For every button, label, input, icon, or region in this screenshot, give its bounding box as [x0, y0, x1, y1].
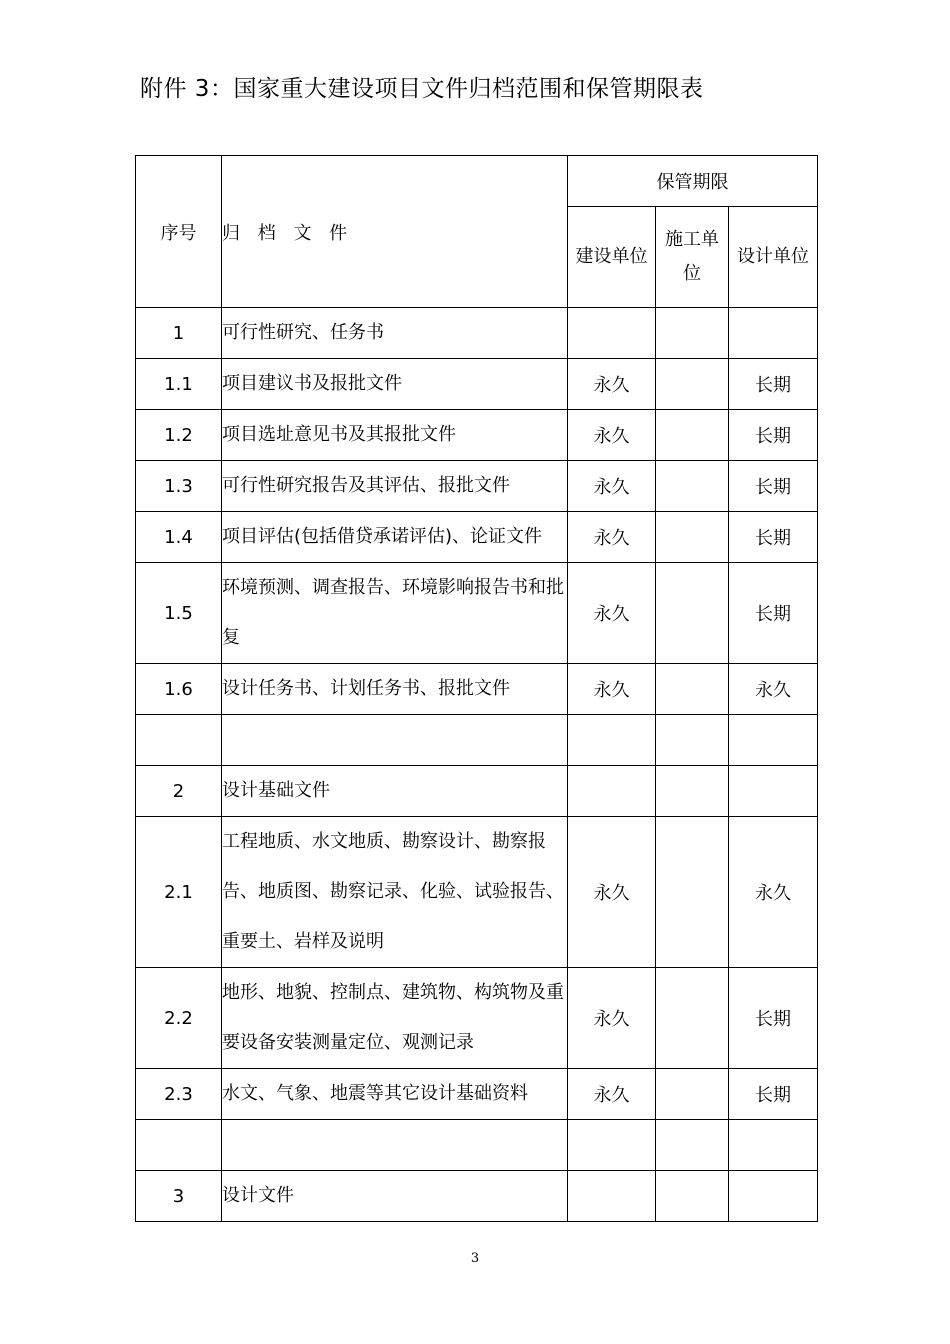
row-number: 2.1 [136, 817, 222, 968]
row-build-unit-period: 永久 [568, 968, 656, 1069]
table-row [136, 461, 818, 512]
row-number [136, 715, 222, 766]
row-build-unit-period: 永久 [568, 461, 656, 512]
row-design-unit-period: 长期 [729, 410, 818, 461]
row-construct-unit-period [656, 968, 729, 1069]
row-build-unit-period: 永久 [568, 410, 656, 461]
table-row [136, 563, 818, 664]
row-construct-unit-period [656, 359, 729, 410]
row-design-unit-period: 永久 [729, 817, 818, 968]
table-row [136, 1120, 818, 1171]
row-build-unit-period: 永久 [568, 817, 656, 968]
row-number: 1.4 [136, 512, 222, 563]
table-row [136, 1171, 818, 1222]
row-document: 地形、地貌、控制点、建筑物、构筑物及重要设备安装测量定位、观测记录 [222, 968, 568, 1069]
row-design-unit-period: 长期 [729, 461, 818, 512]
row-build-unit-period: 永久 [568, 359, 656, 410]
row-construct-unit-period [656, 1069, 729, 1120]
row-construct-unit-period [656, 715, 729, 766]
row-construct-unit-period [656, 817, 729, 968]
row-build-unit-period: 永久 [568, 512, 656, 563]
row-build-unit-period [568, 308, 656, 359]
archive-retention-table [135, 155, 818, 1222]
row-design-unit-period: 长期 [729, 563, 818, 664]
row-number: 2 [136, 766, 222, 817]
row-design-unit-period [729, 1120, 818, 1171]
row-construct-unit-period [656, 512, 729, 563]
row-document: 水文、气象、地震等其它设计基础资料 [222, 1069, 568, 1120]
table-row [136, 664, 818, 715]
row-build-unit-period: 永久 [568, 563, 656, 664]
row-construct-unit-period [656, 766, 729, 817]
header-construct-unit: 施工单位 [656, 207, 729, 308]
header-build-unit: 建设单位 [568, 207, 656, 308]
row-document: 项目建议书及报批文件 [222, 359, 568, 410]
table-row [136, 968, 818, 1069]
header-design-unit: 设计单位 [729, 207, 818, 308]
row-design-unit-period: 长期 [729, 1069, 818, 1120]
row-document: 项目评估(包括借贷承诺评估)、论证文件 [222, 512, 568, 563]
row-design-unit-period: 长期 [729, 968, 818, 1069]
table-row [136, 817, 818, 968]
table-row [136, 766, 818, 817]
table-row [136, 308, 818, 359]
row-number: 1.5 [136, 563, 222, 664]
row-design-unit-period: 长期 [729, 359, 818, 410]
row-build-unit-period [568, 766, 656, 817]
table-row [136, 410, 818, 461]
row-document [222, 1120, 568, 1171]
row-document: 可行性研究报告及其评估、报批文件 [222, 461, 568, 512]
row-construct-unit-period [656, 308, 729, 359]
row-document: 设计任务书、计划任务书、报批文件 [222, 664, 568, 715]
row-construct-unit-period [656, 664, 729, 715]
row-design-unit-period [729, 715, 818, 766]
row-number: 2.3 [136, 1069, 222, 1120]
row-build-unit-period [568, 715, 656, 766]
row-design-unit-period [729, 1171, 818, 1222]
row-document: 设计基础文件 [222, 766, 568, 817]
table-row [136, 512, 818, 563]
header-doc: 归 档 文 件 [222, 156, 568, 308]
row-build-unit-period: 永久 [568, 1069, 656, 1120]
row-document: 环境预测、调查报告、环境影响报告书和批复 [222, 563, 568, 664]
document-title: 附件 3：国家重大建设项目文件归档范围和保管期限表 [140, 76, 704, 102]
row-number: 1.6 [136, 664, 222, 715]
row-document: 工程地质、水文地质、勘察设计、勘察报告、地质图、勘察记录、化验、试验报告、重要土、岩样及说明 [222, 817, 568, 968]
row-number: 1.1 [136, 359, 222, 410]
header-seq: 序号 [136, 156, 222, 308]
row-document [222, 715, 568, 766]
row-build-unit-period [568, 1120, 656, 1171]
table-row [136, 1069, 818, 1120]
row-number: 3 [136, 1171, 222, 1222]
row-construct-unit-period [656, 1171, 729, 1222]
row-design-unit-period: 永久 [729, 664, 818, 715]
row-number: 1 [136, 308, 222, 359]
row-document: 可行性研究、任务书 [222, 308, 568, 359]
row-construct-unit-period [656, 1120, 729, 1171]
row-document: 项目选址意见书及其报批文件 [222, 410, 568, 461]
row-construct-unit-period [656, 461, 729, 512]
row-design-unit-period [729, 766, 818, 817]
table-body [136, 308, 818, 1222]
row-design-unit-period: 长期 [729, 512, 818, 563]
row-number [136, 1120, 222, 1171]
row-build-unit-period: 永久 [568, 664, 656, 715]
row-number: 1.2 [136, 410, 222, 461]
row-construct-unit-period [656, 563, 729, 664]
table-row [136, 715, 818, 766]
header-retention-period: 保管期限 [568, 156, 818, 207]
page-number: 3 [470, 1251, 480, 1266]
table-row [136, 359, 818, 410]
row-design-unit-period [729, 308, 818, 359]
row-build-unit-period [568, 1171, 656, 1222]
row-number: 1.3 [136, 461, 222, 512]
row-number: 2.2 [136, 968, 222, 1069]
row-document: 设计文件 [222, 1171, 568, 1222]
row-construct-unit-period [656, 410, 729, 461]
